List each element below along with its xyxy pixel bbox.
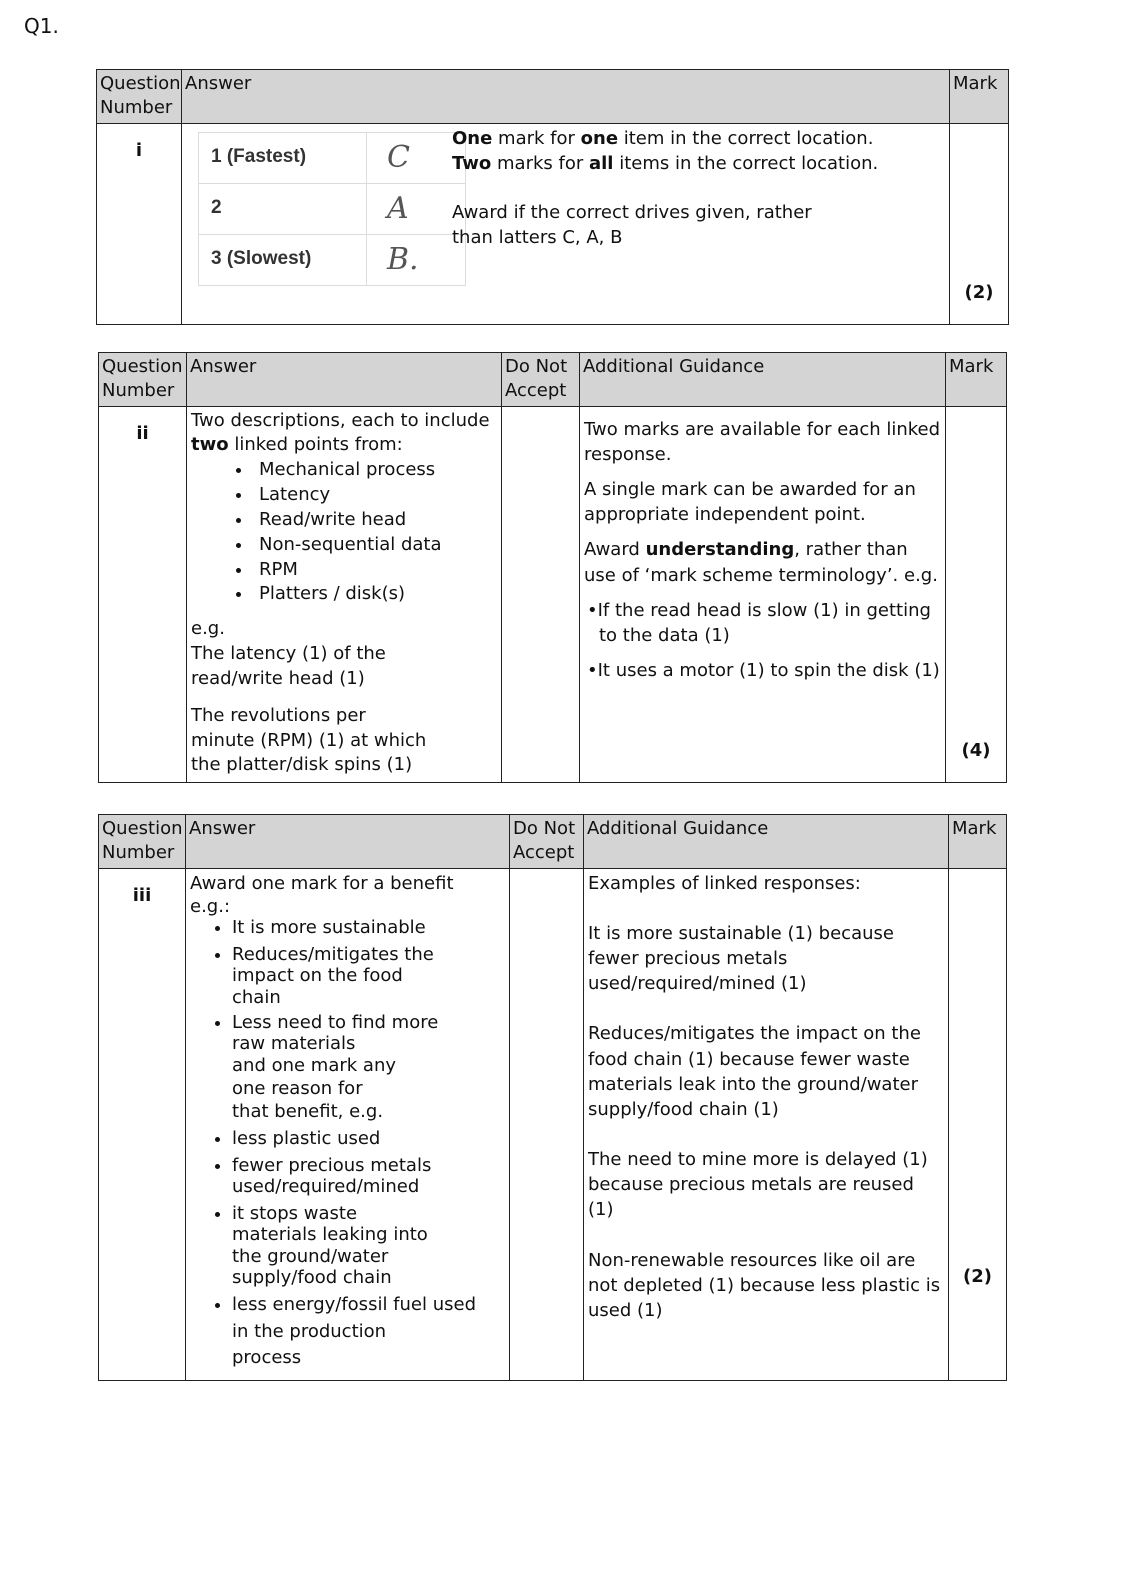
order-table bbox=[198, 132, 466, 286]
question-row-i bbox=[97, 123, 1009, 324]
list-item: • Reduces/mitigates the impact on the food chain bbox=[232, 944, 442, 1008]
mark-header: Mark bbox=[946, 353, 1007, 407]
order-row bbox=[199, 234, 466, 285]
guidance-line-two: Two marks for all items in the correct location. bbox=[452, 152, 879, 174]
guidance-text bbox=[452, 126, 932, 251]
list-item: • Mechanical process bbox=[253, 458, 497, 483]
answer-intro: Award one mark for a benefit bbox=[190, 872, 454, 894]
question-number-header: Question Number bbox=[99, 353, 187, 407]
guidance-bullet: •If the read head is slow (1) in getting to the data (1) bbox=[587, 599, 931, 646]
guidance-two: A single mark can be awarded for an appropriate independent point. bbox=[584, 478, 916, 526]
order-letter: A bbox=[367, 183, 466, 234]
guidance-cell bbox=[580, 406, 946, 782]
reasons-list bbox=[190, 1128, 505, 1316]
guidance-example: It is more sustainable (1) because fewer precious metals used/required/mined (1) bbox=[588, 922, 894, 995]
do-not-accept-cell bbox=[502, 406, 580, 782]
guidance-example: Reduces/mitigates the impact on the food chain (1) because fewer waste materials leak into the ground/water supply/food chain (1) bbox=[588, 1023, 921, 1120]
guidance-example: The need to mine more is delayed (1) because precious metals are reused (1) bbox=[588, 1149, 928, 1221]
guidance-intro: Examples of linked responses: bbox=[588, 872, 861, 894]
guidance-bullet: •It uses a motor (1) to spin the disk (1) bbox=[587, 660, 940, 682]
list-item: • RPM bbox=[253, 558, 497, 583]
guidance-example: Non-renewable resources like oil are not depleted (1) because less plastic is used (1) bbox=[588, 1249, 941, 1322]
list-item: • Latency bbox=[253, 483, 497, 508]
header-row bbox=[97, 70, 1009, 124]
answer-intro: Two descriptions, each to include bbox=[191, 409, 490, 431]
example-label: e.g. bbox=[191, 618, 225, 640]
order-letter: C bbox=[367, 132, 466, 183]
question-number: i bbox=[97, 123, 182, 324]
reasons-tail: in the production process bbox=[232, 1321, 387, 1368]
example-two: The revolutions per minute (RPM) (1) at which the platter/disk spins (1) bbox=[191, 704, 427, 776]
list-item: • less energy/fossil fuel used bbox=[232, 1294, 505, 1315]
order-position: 3 (Slowest) bbox=[199, 234, 367, 285]
answer-intro-2: two linked points from: bbox=[191, 434, 403, 456]
question-number-header: Question Number bbox=[99, 815, 186, 869]
answer-cell bbox=[182, 123, 950, 324]
order-position: 1 (Fastest) bbox=[199, 132, 367, 183]
guidance-line-three: Award if the correct drives given, rather than latters C, A, B bbox=[452, 201, 812, 249]
question-row-iii bbox=[99, 868, 1007, 1380]
order-row bbox=[199, 183, 466, 234]
list-item: • Non-sequential data bbox=[253, 533, 497, 558]
mark-table-i bbox=[96, 69, 1009, 325]
mark-cell bbox=[946, 406, 1007, 782]
mark-cell bbox=[950, 123, 1009, 324]
order-position: 2 bbox=[199, 183, 367, 234]
question-label: Q1. bbox=[24, 14, 59, 38]
list-item: • Less need to find more raw materials bbox=[232, 1012, 442, 1054]
example-one: The latency (1) of the read/write head (1) bbox=[191, 643, 386, 689]
mark-value: (4) bbox=[961, 740, 991, 762]
order-letter: B. bbox=[367, 234, 466, 285]
answer-points-list bbox=[191, 458, 497, 607]
mark-header: Mark bbox=[950, 70, 1009, 124]
list-item: • Read/write head bbox=[253, 508, 497, 533]
mark-header: Mark bbox=[949, 815, 1007, 869]
mark-table-iii bbox=[98, 814, 1007, 1381]
question-number: ii bbox=[99, 406, 187, 782]
header-row bbox=[99, 815, 1007, 869]
list-item: • less plastic used bbox=[232, 1128, 505, 1149]
answer-cell bbox=[187, 406, 502, 782]
mark-cell bbox=[949, 868, 1007, 1380]
question-number: iii bbox=[99, 868, 186, 1380]
answer-cell bbox=[186, 868, 510, 1380]
guidance-three: Award understanding, rather than use of ‘mark scheme terminology’. e.g. bbox=[584, 539, 938, 586]
benefits-list bbox=[190, 917, 505, 1054]
answer-header: Answer bbox=[187, 353, 502, 407]
do-not-accept-header: Do Not Accept bbox=[502, 353, 580, 407]
guidance-line-one: One mark for one item in the correct location. bbox=[452, 127, 874, 149]
guidance-cell bbox=[584, 868, 949, 1380]
reason-intro: and one mark any one reason for that benefit, e.g. bbox=[232, 1055, 397, 1123]
mark-value: (2) bbox=[964, 282, 994, 304]
answer-header: Answer bbox=[182, 70, 950, 124]
mark-value: (2) bbox=[963, 1266, 992, 1288]
list-item: • Platters / disk(s) bbox=[253, 582, 497, 607]
answer-header: Answer bbox=[186, 815, 510, 869]
example-label: e.g.: bbox=[190, 895, 231, 917]
additional-guidance-header: Additional Guidance bbox=[580, 353, 946, 407]
list-item: • it stops waste materials leaking into the ground/water supply/food chain bbox=[232, 1203, 432, 1288]
list-item: • It is more sustainable bbox=[232, 917, 505, 938]
list-item: • fewer precious metals used/required/mined bbox=[232, 1155, 432, 1197]
do-not-accept-header: Do Not Accept bbox=[510, 815, 584, 869]
header-row bbox=[99, 353, 1007, 407]
order-row bbox=[199, 132, 466, 183]
mark-table-ii bbox=[98, 352, 1007, 783]
guidance-one: Two marks are available for each linked response. bbox=[584, 418, 941, 465]
additional-guidance-header: Additional Guidance bbox=[584, 815, 949, 869]
do-not-accept-cell bbox=[510, 868, 584, 1380]
question-row-ii bbox=[99, 406, 1007, 782]
question-number-header: Question Number bbox=[97, 70, 182, 124]
